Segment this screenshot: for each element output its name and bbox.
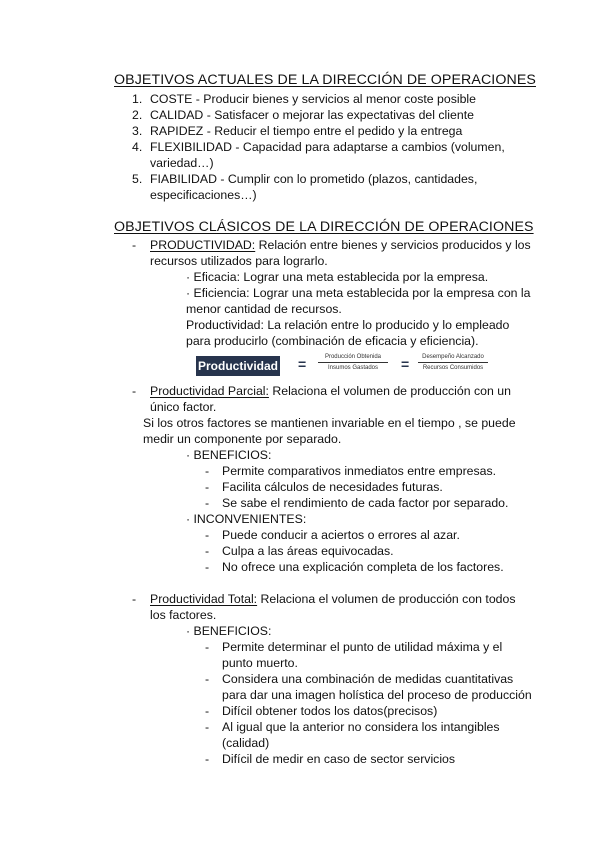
parcial-note: Si los otros factores se mantienen invariable en el tiempo , se puede: [143, 416, 516, 430]
list-item-flexibilidad: FLEXIBILIDAD - Capacidad para adaptarse a cambios (volumen,: [150, 140, 505, 154]
eficiencia-cont: menor cantidad de recursos.: [186, 302, 342, 316]
bullet-dash: -: [132, 384, 137, 398]
beneficio-item: Considera una combinación de medidas cuantitativas: [222, 672, 514, 686]
total-line: [150, 591, 516, 607]
fraction-line: [418, 362, 488, 363]
list-item-rapidez: RAPIDEZ - Reducir el tiempo entre el pedido y la entrega: [150, 124, 463, 138]
productividad-text: Relación entre bienes y servicios producidos y los: [255, 238, 531, 252]
section-title-actuales: OBJETIVOS ACTUALES DE LA DIRECCIÓN DE OPERACIONES: [114, 72, 536, 88]
beneficios-label: · BENEFICIOS:: [186, 624, 272, 638]
section-title-clasicos: OBJETIVOS CLÁSICOS DE LA DIRECCIÓN DE OPERACIONES: [114, 219, 534, 235]
list-number: 5.: [132, 172, 143, 186]
parcial-line: [150, 383, 511, 399]
formula-equals: =: [401, 356, 410, 372]
eficacia-text: · Eficacia: Lograr una meta establecida por la empresa.: [186, 270, 489, 284]
beneficio-item-cont: punto muerto.: [222, 656, 298, 670]
beneficios-label: · BENEFICIOS:: [186, 448, 272, 462]
formula-numerator: Producción Obtenida: [324, 354, 382, 360]
list-number: 3.: [132, 124, 143, 138]
bullet-dash: -: [205, 464, 210, 478]
beneficio-item: Permite comparativos inmediatos entre empresas.: [222, 464, 497, 478]
eficiencia-text: · Eficiencia: Lograr una meta establecida por la empresa con la: [186, 286, 531, 300]
bullet-dash: -: [205, 560, 210, 574]
productividad-def: Productividad: La relación entre lo producido y lo empleado: [186, 318, 510, 332]
beneficio-item-cont: para dar una imagen holística del proceso de producción: [222, 688, 532, 702]
list-item-flexibilidad-cont: variedad…): [150, 156, 214, 170]
productividad-line: [150, 237, 531, 253]
formula-equals: =: [298, 356, 307, 372]
bullet-dash: -: [205, 528, 210, 542]
bullet-dash: -: [205, 496, 210, 510]
formula-denominator: Recursos Consumidos: [422, 365, 484, 371]
parcial-note-cont: medir un componente por separado.: [143, 432, 342, 446]
fraction-line: [318, 362, 388, 363]
list-item-fiabilidad: FIABILIDAD - Cumplir con lo prometido (plazos, cantidades,: [150, 172, 478, 186]
total-cont: los factores.: [150, 608, 217, 622]
inconveniente-item: Puede conducir a aciertos o errores al azar.: [222, 528, 460, 542]
total-text: Relaciona el volumen de producción con todos: [257, 592, 516, 606]
parcial-text: Relaciona el volumen de producción con un: [268, 384, 511, 398]
bullet-dash: -: [132, 592, 137, 606]
beneficio-item: Al igual que la anterior no considera los intangibles: [222, 720, 500, 734]
total-label: Productividad Total:: [150, 592, 258, 606]
bullet-dash: -: [205, 704, 210, 718]
inconvenientes-label: · INCONVENIENTES:: [186, 512, 307, 526]
productividad-label: PRODUCTIVIDAD:: [150, 238, 256, 252]
beneficio-item: Difícil de medir en caso de sector servicios: [222, 752, 456, 766]
formula-numerator: Desempeño Alcanzado: [422, 354, 484, 360]
bullet-dash: -: [205, 544, 210, 558]
beneficio-item-cont: (calidad): [222, 736, 270, 750]
formula-fraction-1: [318, 354, 388, 371]
bullet-dash: -: [205, 480, 210, 494]
productividad-def-cont: para producirlo (combinación de eficacia y eficiencia).: [186, 334, 479, 348]
formula-productividad-box: Productividad: [196, 356, 280, 376]
bullet-dash: -: [205, 720, 210, 734]
beneficio-item: Difícil obtener todos los datos(precisos): [222, 704, 438, 718]
list-number: 4.: [132, 140, 143, 154]
formula-fraction-2: [418, 354, 488, 371]
inconveniente-item: No ofrece una explicación completa de los factores.: [222, 560, 504, 574]
productividad-cont: recursos utilizados para lograrlo.: [150, 254, 328, 268]
beneficio-item: Permite determinar el punto de utilidad máxima y el: [222, 640, 503, 654]
bullet-dash: -: [205, 672, 210, 686]
bullet-dash: -: [132, 238, 137, 252]
list-number: 2.: [132, 108, 143, 122]
list-number: 1.: [132, 92, 143, 106]
formula-denominator: Insumos Gastados: [327, 365, 379, 371]
list-item-coste: COSTE - Producir bienes y servicios al menor coste posible: [150, 92, 476, 106]
parcial-label: Productividad Parcial:: [150, 384, 269, 398]
parcial-cont: único factor.: [150, 400, 217, 414]
list-item-calidad: CALIDAD - Satisfacer o mejorar las expectativas del cliente: [150, 108, 474, 122]
inconveniente-item: Culpa a las áreas equivocadas.: [222, 544, 394, 558]
bullet-dash: -: [205, 752, 210, 766]
beneficio-item: Facilita cálculos de necesidades futuras.: [222, 480, 443, 494]
list-item-fiabilidad-cont: especificaciones…): [150, 188, 257, 202]
beneficio-item: Se sabe el rendimiento de cada factor por separado.: [222, 496, 509, 510]
bullet-dash: -: [205, 640, 210, 654]
